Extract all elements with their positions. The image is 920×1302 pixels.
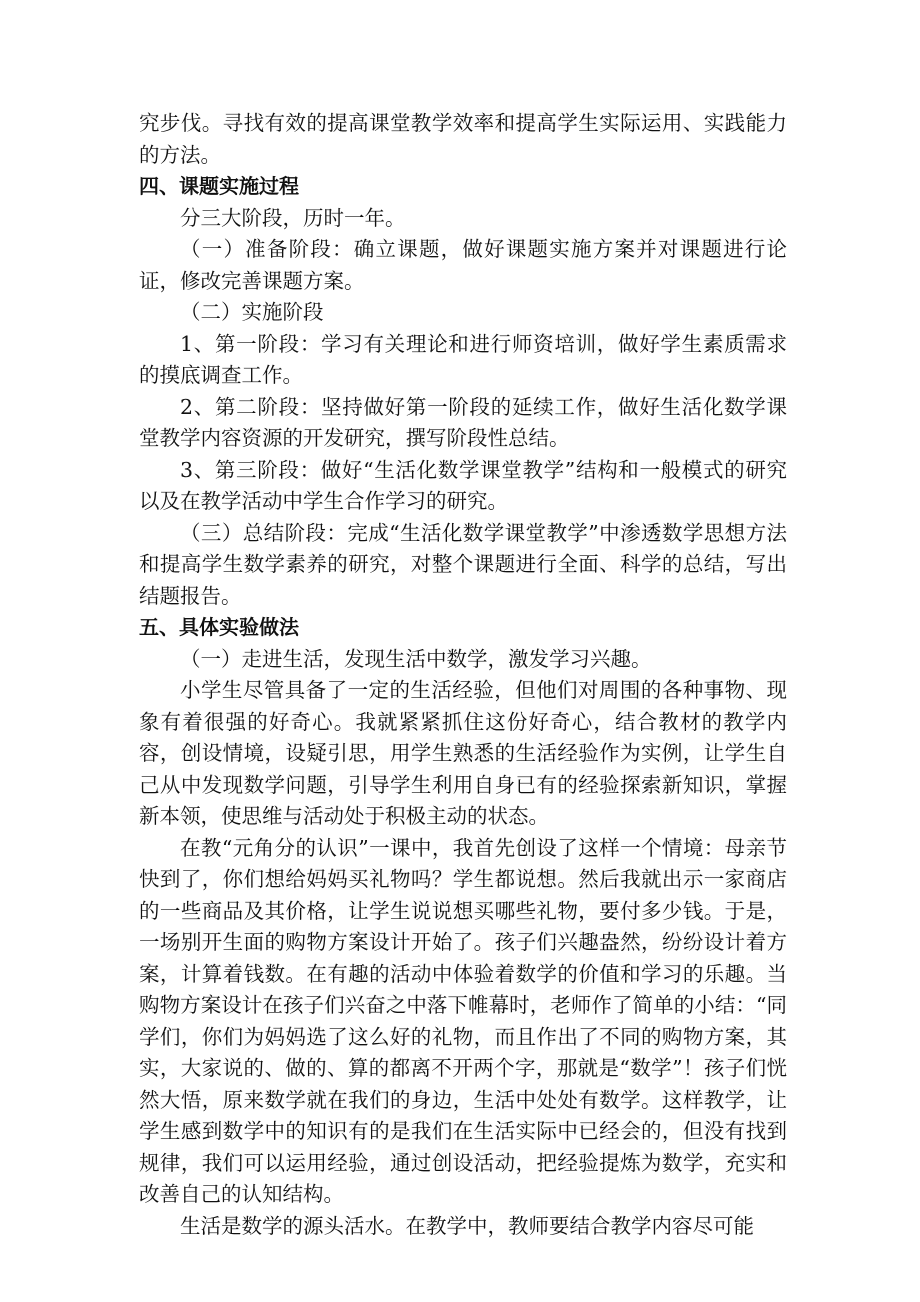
section-heading-5: 五、具体实验做法 bbox=[139, 615, 299, 639]
paragraph-phase-1: 1、第一阶段：学习有关理论和进行师资培训，做好学生素质需求的摸底调查工作。 bbox=[139, 331, 787, 387]
paragraph-preparation-stage: （一）准备阶段：确立课题，做好课题实施方案并对课题进行论证，修改完善课题方案。 bbox=[139, 237, 787, 293]
paragraph-phase-3: 3、第三阶段：做好“生活化数学课堂教学”结构和一般模式的研究以及在教学活动中学生合作学习的研究。 bbox=[139, 457, 787, 513]
paragraph-curiosity: 小学生尽管具备了一定的生活经验，但他们对周围的各种事物、现象有着很强的好奇心。我就紧紧抓住这份好奇心，结合教材的教学内容，创设情境，设疑引思，用学生熟悉的生活经验作为实例，让学生自己从中发现数学问题，引导学生利用自身已有的经验探索新知识，掌握新本领，使思维与活动处于积极主动的状态。 bbox=[139, 678, 787, 828]
paragraph-continuation: 究步伐。寻找有效的提高课堂教学效率和提高学生实际运用、实践能力的方法。 bbox=[139, 111, 787, 167]
section-heading-4: 四、课题实施过程 bbox=[139, 174, 299, 198]
paragraph-implementation-stage: （二）实施阶段 bbox=[180, 300, 324, 324]
paragraph-summary-stage: （三）总结阶段：完成“生活化数学课堂教学”中渗透数学思想方法和提高学生数学素养的研究，对整个课题进行全面、科学的总结，写出结题报告。 bbox=[139, 520, 787, 608]
paragraph-stages-intro: 分三大阶段，历时一年。 bbox=[180, 205, 406, 230]
paragraph-phase-2: 2、第二阶段：坚持做好第一阶段的延续工作，做好生活化数学课堂教学内容资源的开发研究，撰写阶段性总结。 bbox=[139, 394, 787, 450]
paragraph-subheading-1: （一）走进生活，发现生活中数学，激发学习兴趣。 bbox=[180, 646, 652, 671]
document-body bbox=[139, 108, 787, 1242]
paragraph-closing: 生活是数学的源头活水。在教学中，教师要结合教学内容尽可能 bbox=[180, 1213, 754, 1238]
paragraph-lesson-example: 在教“元角分的认识”一课中，我首先创设了这样一个情境：母亲节快到了，你们想给妈妈买礼物吗？学生都说想。然后我就出示一家商店的一些商品及其价格，让学生说说想买哪些礼物，要付多少钱。于是，一场别开生面的购物方案设计开始了。孩子们兴趣盎然，纷纷设计着方案，计算着钱数。在有趣的活动中体验着数学的价值和学习的乐趣。当购物方案设计在孩子们兴奋之中落下帷幕时，老师作了简单的小结：“同学们，你们为妈妈选了这么好的礼物，而且作出了不同的购物方案，其实，大家说的、做的、算的都离不开两个字，那就是“数学”！孩子们恍然大悟，原来数学就在我们的身边，生活中处处有数学。这样教学，让学生感到数学中的知识有的是我们在生活实际中已经会的，但没有找到规律，我们可以运用经验，通过创设活动，把经验提炼为数学，充实和改善自己的认知结构。 bbox=[139, 835, 787, 1206]
